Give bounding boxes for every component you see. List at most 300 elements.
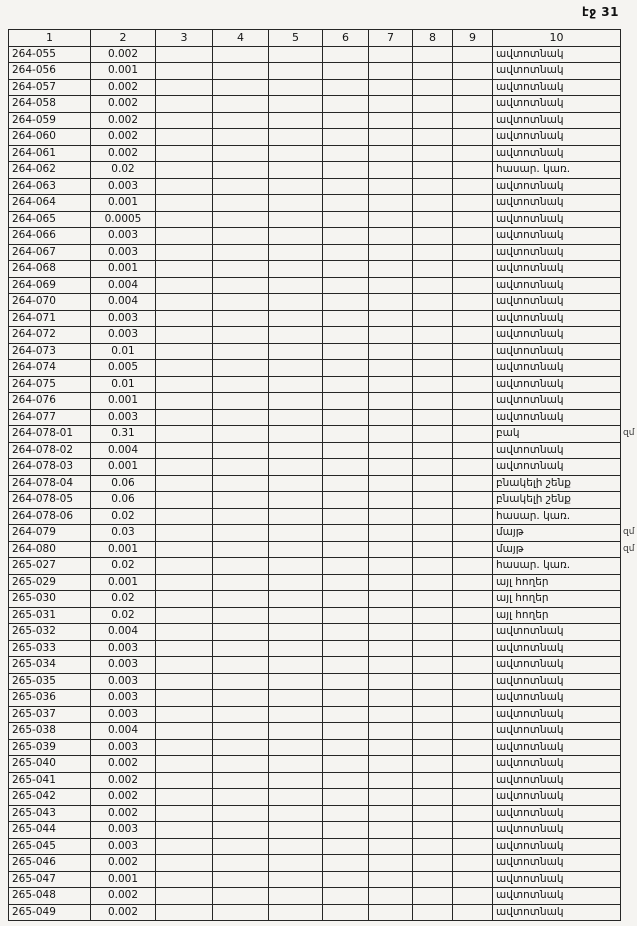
- cell-empty-5: [269, 772, 323, 789]
- cell-empty-7: [369, 327, 413, 344]
- cell-empty-9: [453, 640, 493, 657]
- cell-empty-3: [156, 822, 213, 839]
- cell-empty-7: [369, 657, 413, 674]
- cell-margin-note: [621, 739, 637, 756]
- cell-margin-note: [621, 195, 637, 212]
- cell-empty-5: [269, 442, 323, 459]
- table-row: [9, 673, 637, 690]
- cell-land-usage: ավտոտնակ: [493, 228, 621, 245]
- cell-empty-7: [369, 112, 413, 129]
- cell-empty-7: [369, 277, 413, 294]
- cell-land-usage: ավտոտնակ: [493, 888, 621, 905]
- cell-empty-8: [413, 904, 453, 921]
- cell-empty-9: [453, 96, 493, 113]
- cell-empty-5: [269, 310, 323, 327]
- cell-empty-7: [369, 541, 413, 558]
- cell-area-value: 0.002: [91, 772, 156, 789]
- cell-land-usage: ավտոտնակ: [493, 145, 621, 162]
- cell-empty-8: [413, 558, 453, 575]
- cell-empty-3: [156, 459, 213, 476]
- cell-empty-9: [453, 310, 493, 327]
- cell-empty-7: [369, 244, 413, 261]
- cell-empty-5: [269, 376, 323, 393]
- cell-margin-note: [621, 327, 637, 344]
- cell-empty-9: [453, 855, 493, 872]
- cell-empty-5: [269, 393, 323, 410]
- cell-empty-9: [453, 558, 493, 575]
- cell-empty-9: [453, 360, 493, 377]
- cell-empty-4: [213, 228, 269, 245]
- cell-empty-7: [369, 772, 413, 789]
- cell-area-value: 0.003: [91, 690, 156, 707]
- cell-margin-note: [621, 723, 637, 740]
- cell-empty-6: [323, 310, 369, 327]
- cell-margin-note: [621, 393, 637, 410]
- cell-empty-4: [213, 657, 269, 674]
- cell-empty-6: [323, 624, 369, 641]
- cell-empty-6: [323, 838, 369, 855]
- cell-empty-4: [213, 640, 269, 657]
- cell-area-value: 0.003: [91, 228, 156, 245]
- cell-empty-3: [156, 888, 213, 905]
- cell-empty-4: [213, 442, 269, 459]
- table-row: [9, 459, 637, 476]
- cell-empty-3: [156, 211, 213, 228]
- cell-empty-7: [369, 871, 413, 888]
- cell-empty-3: [156, 145, 213, 162]
- cell-empty-9: [453, 624, 493, 641]
- cell-empty-7: [369, 624, 413, 641]
- cell-land-usage: ավտոտնակ: [493, 805, 621, 822]
- cell-area-value: 0.02: [91, 508, 156, 525]
- cell-empty-3: [156, 376, 213, 393]
- cell-empty-5: [269, 492, 323, 509]
- cell-empty-4: [213, 162, 269, 179]
- cell-area-value: 0.002: [91, 79, 156, 96]
- cell-empty-4: [213, 888, 269, 905]
- cell-empty-8: [413, 838, 453, 855]
- cell-empty-8: [413, 409, 453, 426]
- cell-empty-5: [269, 624, 323, 641]
- cell-parcel-code: 265-039: [9, 739, 91, 756]
- cell-empty-4: [213, 343, 269, 360]
- cell-empty-5: [269, 343, 323, 360]
- cell-area-value: 0.004: [91, 294, 156, 311]
- cell-land-usage: հասար. կառ.: [493, 508, 621, 525]
- cell-parcel-code: 264-063: [9, 178, 91, 195]
- cell-land-usage: ավտոտնակ: [493, 723, 621, 740]
- table-row: [9, 63, 637, 80]
- cell-parcel-code: 264-079: [9, 525, 91, 542]
- cell-empty-6: [323, 805, 369, 822]
- cell-empty-4: [213, 211, 269, 228]
- cell-parcel-code: 264-074: [9, 360, 91, 377]
- cell-land-usage: ավտոտնակ: [493, 63, 621, 80]
- cell-land-usage: այլ հողեր: [493, 574, 621, 591]
- cell-empty-7: [369, 574, 413, 591]
- cell-empty-9: [453, 805, 493, 822]
- cell-area-value: 0.002: [91, 789, 156, 806]
- cell-area-value: 0.004: [91, 723, 156, 740]
- cell-land-usage: բակ: [493, 426, 621, 443]
- cell-empty-4: [213, 63, 269, 80]
- cell-land-usage: ավտոտնակ: [493, 706, 621, 723]
- cell-area-value: 0.06: [91, 492, 156, 509]
- cell-empty-9: [453, 343, 493, 360]
- cell-empty-3: [156, 871, 213, 888]
- cell-empty-4: [213, 607, 269, 624]
- cell-land-usage: ավտոտնակ: [493, 96, 621, 113]
- cell-empty-5: [269, 871, 323, 888]
- cell-empty-7: [369, 376, 413, 393]
- table-row: [9, 838, 637, 855]
- cell-land-usage: հասար. կառ.: [493, 558, 621, 575]
- cell-empty-3: [156, 228, 213, 245]
- cell-empty-3: [156, 162, 213, 179]
- cell-parcel-code: 265-047: [9, 871, 91, 888]
- cell-parcel-code: 265-033: [9, 640, 91, 657]
- cell-empty-3: [156, 657, 213, 674]
- cell-empty-3: [156, 46, 213, 63]
- cell-empty-3: [156, 574, 213, 591]
- cell-empty-8: [413, 541, 453, 558]
- table-row: [9, 904, 637, 921]
- cell-empty-4: [213, 79, 269, 96]
- cell-empty-6: [323, 855, 369, 872]
- cell-empty-6: [323, 195, 369, 212]
- cell-empty-3: [156, 690, 213, 707]
- cell-margin-note: [621, 178, 637, 195]
- cell-empty-9: [453, 690, 493, 707]
- cell-empty-9: [453, 442, 493, 459]
- cell-parcel-code: 265-034: [9, 657, 91, 674]
- cell-empty-5: [269, 96, 323, 113]
- table-row: [9, 46, 637, 63]
- cell-empty-4: [213, 558, 269, 575]
- cell-empty-4: [213, 706, 269, 723]
- cell-empty-8: [413, 640, 453, 657]
- cell-empty-6: [323, 294, 369, 311]
- cell-empty-3: [156, 838, 213, 855]
- cell-land-usage: ավտոտնակ: [493, 46, 621, 63]
- cell-empty-7: [369, 591, 413, 608]
- cell-empty-9: [453, 327, 493, 344]
- cell-margin-note: [621, 756, 637, 773]
- table-row: [9, 822, 637, 839]
- cell-empty-9: [453, 673, 493, 690]
- cell-land-usage: ավտոտնակ: [493, 277, 621, 294]
- cell-land-usage: այլ հողեր: [493, 607, 621, 624]
- cell-land-usage: բնակելի շենք: [493, 492, 621, 509]
- cell-empty-4: [213, 426, 269, 443]
- table-row: [9, 690, 637, 707]
- cell-empty-5: [269, 640, 323, 657]
- cell-area-value: 0.003: [91, 657, 156, 674]
- cell-area-value: 0.005: [91, 360, 156, 377]
- cell-area-value: 0.004: [91, 624, 156, 641]
- cell-margin-note: [621, 294, 637, 311]
- cell-area-value: 0.02: [91, 607, 156, 624]
- cell-empty-6: [323, 525, 369, 542]
- cell-empty-4: [213, 459, 269, 476]
- cell-empty-7: [369, 46, 413, 63]
- cell-empty-9: [453, 459, 493, 476]
- cell-area-value: 0.02: [91, 591, 156, 608]
- cell-area-value: 0.001: [91, 261, 156, 278]
- cell-parcel-code: 264-078-05: [9, 492, 91, 509]
- cell-empty-7: [369, 294, 413, 311]
- cell-empty-9: [453, 838, 493, 855]
- cell-empty-3: [156, 310, 213, 327]
- cell-empty-4: [213, 327, 269, 344]
- cell-empty-3: [156, 624, 213, 641]
- cell-empty-9: [453, 261, 493, 278]
- cell-empty-8: [413, 525, 453, 542]
- cell-empty-9: [453, 772, 493, 789]
- cell-empty-5: [269, 112, 323, 129]
- cell-empty-4: [213, 294, 269, 311]
- cell-margin-note: [621, 211, 637, 228]
- cell-empty-6: [323, 772, 369, 789]
- column-header-1: 1: [9, 30, 91, 47]
- cell-area-value: 0.001: [91, 393, 156, 410]
- cell-empty-7: [369, 442, 413, 459]
- cell-empty-6: [323, 129, 369, 146]
- cell-empty-5: [269, 294, 323, 311]
- cell-empty-3: [156, 591, 213, 608]
- cell-empty-9: [453, 574, 493, 591]
- table-row: [9, 607, 637, 624]
- cell-empty-7: [369, 393, 413, 410]
- table-row: [9, 294, 637, 311]
- table-row: [9, 96, 637, 113]
- cell-empty-4: [213, 112, 269, 129]
- cell-margin-note: [621, 162, 637, 179]
- cell-area-value: 0.002: [91, 145, 156, 162]
- cell-land-usage: ավտոտնակ: [493, 79, 621, 96]
- cell-empty-8: [413, 63, 453, 80]
- cell-empty-3: [156, 492, 213, 509]
- cell-empty-8: [413, 673, 453, 690]
- table-body: [9, 46, 637, 921]
- cell-empty-4: [213, 574, 269, 591]
- column-header-6: 6: [323, 30, 369, 47]
- cell-empty-7: [369, 360, 413, 377]
- cell-empty-7: [369, 426, 413, 443]
- table-row: [9, 409, 637, 426]
- cell-area-value: 0.31: [91, 426, 156, 443]
- cell-parcel-code: 264-061: [9, 145, 91, 162]
- cell-empty-3: [156, 96, 213, 113]
- table-row: [9, 888, 637, 905]
- cell-land-usage: ավտոտնակ: [493, 129, 621, 146]
- cell-empty-6: [323, 558, 369, 575]
- cell-empty-8: [413, 574, 453, 591]
- table-row: [9, 162, 637, 179]
- cell-empty-5: [269, 558, 323, 575]
- cell-empty-8: [413, 96, 453, 113]
- cell-empty-8: [413, 756, 453, 773]
- cell-area-value: 0.001: [91, 459, 156, 476]
- cell-land-usage: մայթ: [493, 541, 621, 558]
- cell-empty-5: [269, 822, 323, 839]
- cell-empty-6: [323, 591, 369, 608]
- cell-land-usage: ավտոտնակ: [493, 855, 621, 872]
- cell-empty-5: [269, 888, 323, 905]
- cell-land-usage: ավտոտնակ: [493, 409, 621, 426]
- column-header-9: 9: [453, 30, 493, 47]
- cell-empty-9: [453, 657, 493, 674]
- table-row: [9, 475, 637, 492]
- cell-empty-7: [369, 96, 413, 113]
- cell-empty-7: [369, 739, 413, 756]
- cell-empty-7: [369, 343, 413, 360]
- cell-empty-9: [453, 294, 493, 311]
- cell-empty-7: [369, 805, 413, 822]
- cell-empty-7: [369, 459, 413, 476]
- cell-empty-9: [453, 79, 493, 96]
- table-row: [9, 211, 637, 228]
- cell-land-usage: ավտոտնակ: [493, 838, 621, 855]
- cell-empty-5: [269, 178, 323, 195]
- cell-parcel-code: 265-048: [9, 888, 91, 905]
- cell-empty-5: [269, 46, 323, 63]
- cell-land-usage: ավտոտնակ: [493, 393, 621, 410]
- cell-land-usage: ավտոտնակ: [493, 904, 621, 921]
- cell-empty-8: [413, 343, 453, 360]
- cell-margin-note: [621, 640, 637, 657]
- cell-empty-5: [269, 706, 323, 723]
- cell-empty-3: [156, 112, 213, 129]
- cell-margin-note: [621, 888, 637, 905]
- cell-margin-note: [621, 706, 637, 723]
- cell-margin-note: [621, 129, 637, 146]
- cell-empty-9: [453, 46, 493, 63]
- cell-empty-6: [323, 426, 369, 443]
- cell-empty-8: [413, 129, 453, 146]
- cell-empty-3: [156, 904, 213, 921]
- cell-margin-note: [621, 855, 637, 872]
- cell-parcel-code: 264-067: [9, 244, 91, 261]
- cell-empty-8: [413, 228, 453, 245]
- cell-area-value: 0.004: [91, 442, 156, 459]
- cell-empty-5: [269, 607, 323, 624]
- cell-empty-6: [323, 327, 369, 344]
- cell-empty-6: [323, 756, 369, 773]
- cell-empty-7: [369, 178, 413, 195]
- cell-empty-6: [323, 640, 369, 657]
- cell-margin-note: [621, 442, 637, 459]
- column-header-4: 4: [213, 30, 269, 47]
- cell-empty-9: [453, 178, 493, 195]
- cell-area-value: 0.002: [91, 129, 156, 146]
- cell-empty-9: [453, 376, 493, 393]
- table-row: [9, 789, 637, 806]
- cell-area-value: 0.06: [91, 475, 156, 492]
- cell-empty-8: [413, 739, 453, 756]
- cell-empty-6: [323, 277, 369, 294]
- cell-area-value: 0.002: [91, 904, 156, 921]
- cell-margin-note: [621, 558, 637, 575]
- cell-parcel-code: 265-042: [9, 789, 91, 806]
- cell-empty-4: [213, 756, 269, 773]
- cell-empty-8: [413, 178, 453, 195]
- cell-empty-9: [453, 525, 493, 542]
- cell-empty-9: [453, 393, 493, 410]
- cell-empty-4: [213, 492, 269, 509]
- cell-empty-3: [156, 706, 213, 723]
- cell-parcel-code: 264-078-04: [9, 475, 91, 492]
- cell-empty-8: [413, 475, 453, 492]
- cell-area-value: 0.002: [91, 46, 156, 63]
- cell-empty-3: [156, 607, 213, 624]
- cell-empty-6: [323, 63, 369, 80]
- cell-parcel-code: 264-059: [9, 112, 91, 129]
- cell-empty-5: [269, 657, 323, 674]
- cell-land-usage: ավտոտնակ: [493, 459, 621, 476]
- cell-empty-3: [156, 426, 213, 443]
- cell-parcel-code: 265-036: [9, 690, 91, 707]
- page-number-label: էջ 31: [581, 5, 619, 19]
- cell-empty-8: [413, 195, 453, 212]
- cell-empty-9: [453, 888, 493, 905]
- cell-empty-4: [213, 244, 269, 261]
- cell-empty-3: [156, 508, 213, 525]
- cell-empty-4: [213, 360, 269, 377]
- cell-margin-note: [621, 624, 637, 641]
- table-row: [9, 591, 637, 608]
- cell-parcel-code: 265-030: [9, 591, 91, 608]
- cell-empty-5: [269, 327, 323, 344]
- cell-empty-4: [213, 409, 269, 426]
- cell-margin-note: [621, 871, 637, 888]
- table-row: [9, 624, 637, 641]
- table-row: [9, 723, 637, 740]
- cell-area-value: 0.0005: [91, 211, 156, 228]
- cell-margin-note: [621, 508, 637, 525]
- cell-empty-8: [413, 46, 453, 63]
- cell-empty-5: [269, 591, 323, 608]
- cell-empty-6: [323, 211, 369, 228]
- cell-empty-3: [156, 343, 213, 360]
- cell-empty-7: [369, 706, 413, 723]
- cell-margin-note: [621, 261, 637, 278]
- cell-empty-7: [369, 789, 413, 806]
- cell-area-value: 0.02: [91, 558, 156, 575]
- cell-empty-5: [269, 211, 323, 228]
- cell-land-usage: ավտոտնակ: [493, 772, 621, 789]
- cell-empty-3: [156, 525, 213, 542]
- cell-empty-6: [323, 673, 369, 690]
- table-row: [9, 805, 637, 822]
- cell-empty-4: [213, 393, 269, 410]
- cell-parcel-code: 264-078-03: [9, 459, 91, 476]
- cell-parcel-code: 264-069: [9, 277, 91, 294]
- cell-empty-7: [369, 195, 413, 212]
- cell-margin-note: [621, 690, 637, 707]
- cell-margin-note: [621, 591, 637, 608]
- cell-empty-5: [269, 195, 323, 212]
- cell-empty-3: [156, 475, 213, 492]
- cell-area-value: 0.003: [91, 706, 156, 723]
- land-parcel-table: [8, 29, 637, 921]
- cell-empty-4: [213, 277, 269, 294]
- table-row: [9, 310, 637, 327]
- cell-parcel-code: 264-070: [9, 294, 91, 311]
- table-row: [9, 541, 637, 558]
- cell-empty-9: [453, 129, 493, 146]
- cell-area-value: 0.003: [91, 409, 156, 426]
